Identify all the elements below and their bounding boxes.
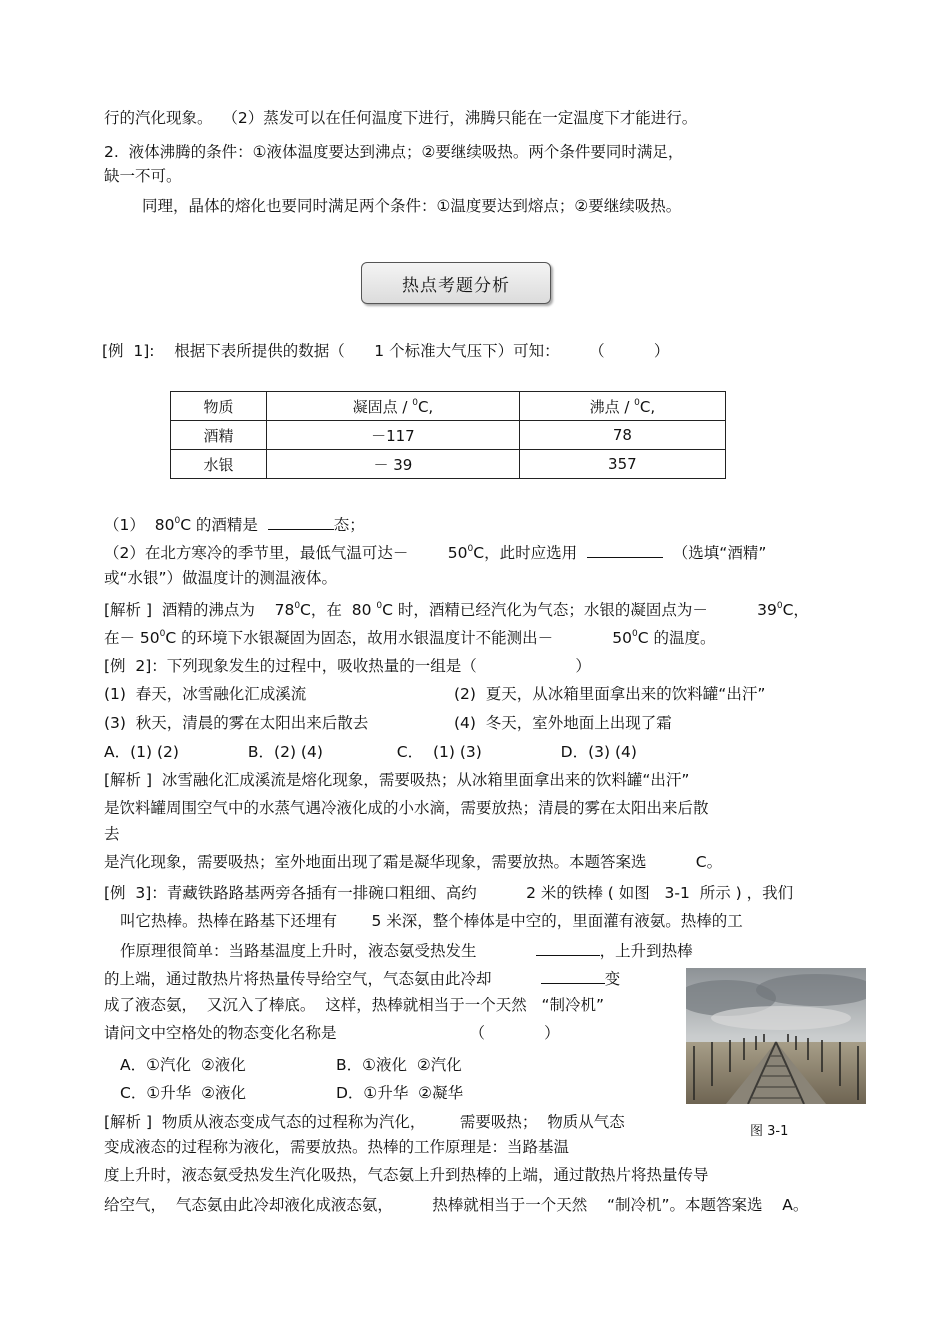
analysis-1-line-2: 在－ $50^0C$ 的环境下水银凝固为固态，故用水银温度计不能测出－ $50^0C$ 的温度。 (104, 629, 716, 647)
data-table (170, 391, 726, 479)
option-a: A．①汽化 ②液化 (120, 1056, 246, 1074)
table-row (171, 450, 726, 479)
option-4: (4) 冬天，室外地面上出现了霜 (454, 714, 672, 732)
answer-blank[interactable] (268, 513, 334, 530)
table-row (171, 421, 726, 450)
example-3-line-4: 的上端，通过散热片将热量传导给空气，气态氨由此冷却 变 (104, 967, 620, 989)
figure-caption: 图 3-1 (750, 1124, 789, 1139)
option-2: (2) 夏天，从冰箱里面拿出来的饮料罐“出汗” (454, 685, 766, 703)
section-title: 热点考题分析 (361, 262, 551, 304)
example-3-line-6: 请问文中空格处的物态变化名称是 （ ） (104, 1024, 560, 1042)
analysis-3-line-4: 给空气， 气态氨由此冷却液化成液态氨， 热棒就相当于一个天然 “制冷机”。本题答案选 A。 (104, 1196, 809, 1214)
analysis-2-line-3: 去 (104, 825, 120, 843)
table-cell: 357 (519, 450, 725, 479)
analysis-3-line-2: 变成液态的过程称为液化，需要放热。热棒的工作原理是：当路基温 (104, 1138, 570, 1156)
analysis-2-line-2: 是饮料罐周围空气中的水蒸气遇冷液化成的小水滴，需要放热；清晨的雾在太阳出来后散 (104, 799, 709, 817)
intro-line-1: 行的汽化现象。 （2）蒸发可以在任何温度下进行，沸腾只能在一定温度下才能进行。 (104, 109, 698, 127)
railway-image (686, 968, 866, 1104)
option-b: B．①液化 ②汽化 (336, 1056, 462, 1074)
question-2-cont: 或“水银”）做温度计的测温液体。 (104, 569, 338, 587)
example-3-line-5: 成了液态氨， 又沉入了棒底。 这样，热棒就相当于一个天然 “制冷机” (104, 996, 605, 1014)
option-d: D．①升华 ②凝华 (336, 1084, 464, 1102)
option-3: (3) 秋天，清晨的雾在太阳出来后散去 (104, 714, 369, 732)
railway-photo (686, 968, 866, 1104)
question-1: （1） $80^0C$ 的酒精是 态； (104, 513, 365, 535)
answer-blank[interactable] (587, 541, 663, 558)
table-header-cell: 物质 (171, 392, 267, 421)
analysis-2-line-4: 是汽化现象，需要吸热；室外地面出现了霜是凝华现象，需要放热。本题答案选 C。 (104, 853, 723, 871)
table-header-cell: 沸点 / $^0$C, (519, 392, 725, 421)
answer-blank[interactable] (541, 967, 605, 984)
table-cell: 水银 (171, 450, 267, 479)
example-3-line-3: 作原理很简单：当路基温度上升时，液态氨受热发生 ，上升到热棒 (120, 939, 693, 961)
analysis-2-line-1: [解析 ] 冰雪融化汇成溪流是熔化现象，需要吸热；从冰箱里面拿出来的饮料罐“出汗” (104, 771, 690, 789)
example-2-choices: A．(1) (2) B．(2) (4) C． (1) (3) D．(3) (4) (104, 743, 637, 761)
option-c: C．①升华 ②液化 (120, 1084, 246, 1102)
intro-line-2: 2. 液体沸腾的条件：①液体温度要达到沸点；②要继续吸热。两个条件要同时满足， (104, 143, 684, 161)
example-3-line-2: 叫它热棒。热棒在路基下还埋有 5 米深，整个棒体是中空的，里面灌有液氨。热棒的工 (120, 912, 743, 930)
table-cell: －117 (267, 421, 520, 450)
table-header-cell: 凝固点 / $^0$C, (267, 392, 520, 421)
intro-line-3: 缺一不可。 (104, 167, 182, 185)
table-header-row (171, 392, 726, 421)
example-3-line-1: [例 3]：青藏铁路路基两旁各插有一排碗口粗细、高约 2 米的铁棒 ( 如图 3-1 所示 ) ，我们 (104, 884, 794, 902)
example-1-stem: [例 1]: 根据下表所提供的数据（ 1 个标准大气压下）可知： （ ） (102, 342, 670, 360)
table-cell: 酒精 (171, 421, 267, 450)
example-2-stem: [例 2]：下列现象发生的过程中，吸收热量的一组是（ ） (104, 657, 591, 675)
option-1: (1) 春天，冰雪融化汇成溪流 (104, 685, 307, 703)
analysis-3-line-3: 度上升时，液态氨受热发生汽化吸热，气态氨上升到热棒的上端，通过散热片将热量传导 (104, 1166, 709, 1184)
question-2: （2）在北方寒冷的季节里，最低气温可达－ $50^0C$，此时应选用 （选填“酒精” (104, 541, 766, 563)
analysis-3-line-1: [解析 ] 物质从液态变成气态的过程称为汽化， 需要吸热； 物质从气态 (104, 1113, 625, 1131)
intro-line-4: 同理，晶体的熔化也要同时满足两个条件：①温度要达到熔点；②要继续吸热。 (142, 197, 682, 215)
analysis-1-line-1: [解析 ] 酒精的沸点为 $78^0C$，在 80 $^0$C 时，酒精已经汽化为气态；水银的凝固点为－ $39^0C$， (104, 601, 809, 619)
answer-blank[interactable] (536, 939, 600, 956)
table-cell: 78 (519, 421, 725, 450)
table-cell: － 39 (267, 450, 520, 479)
